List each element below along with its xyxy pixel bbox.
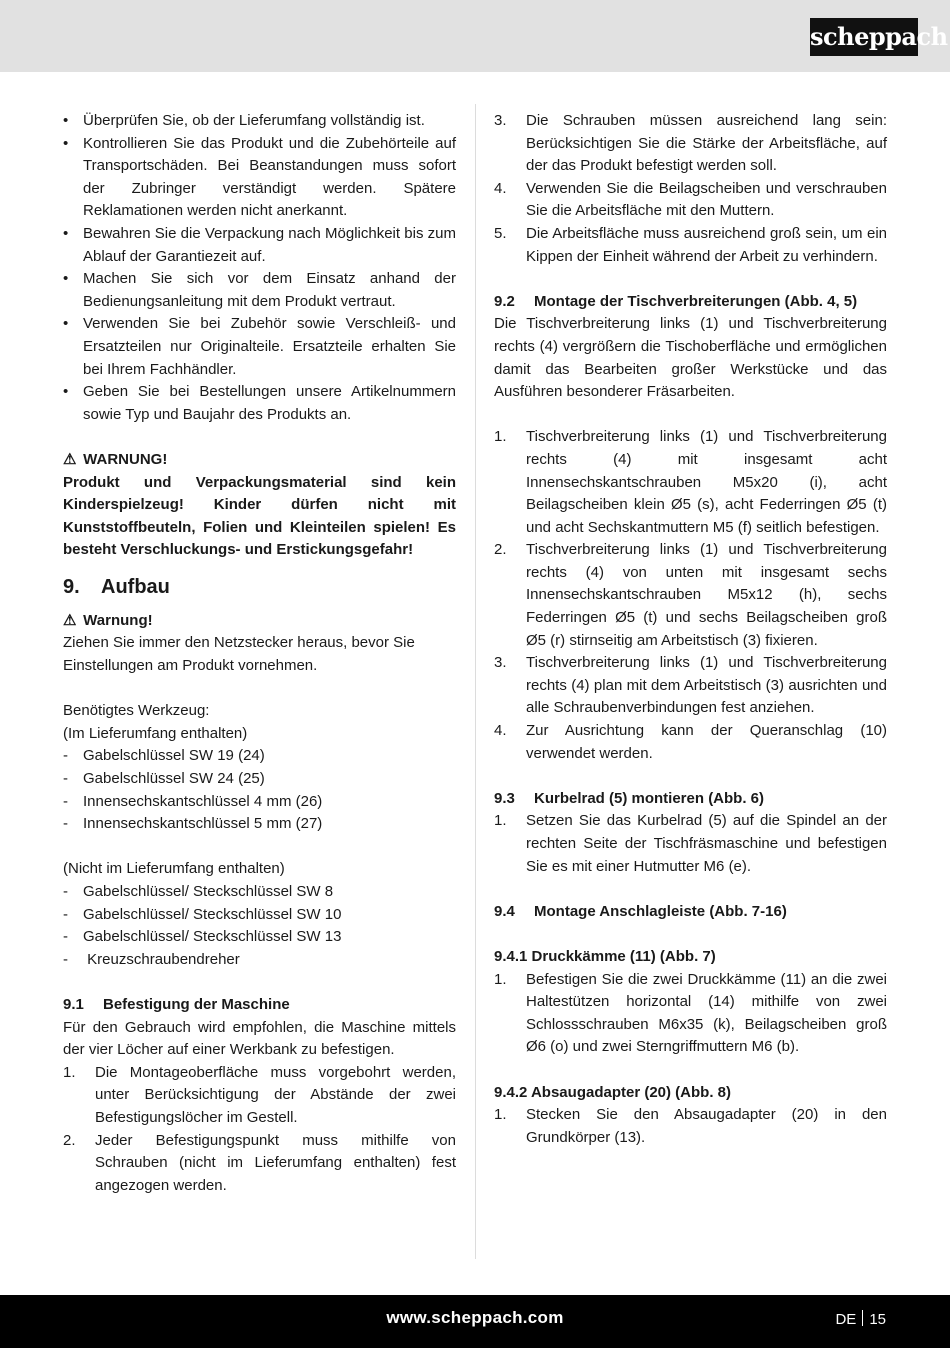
list-item: 5. Die Arbeitsfläche muss ausreichend groß sein, um ein Kippen der Einheit während der Arbeit zu verhindern. xyxy=(494,224,887,265)
list-item: - Innensechskantschlüssel 5 mm (27) xyxy=(63,815,323,833)
tools-heading: Benötigtes Werkzeug: xyxy=(63,702,210,720)
warning-triangle-icon: ⚠ xyxy=(63,450,77,468)
list-item: • Verwenden Sie bei Zubehör sowie Verschleiß- und Ersatzteilen nur Originalteile. Ersatzteile erhalten Sie bei Ihrem Fachhändler. xyxy=(63,315,456,378)
brand-logo: scheppach xyxy=(810,18,918,56)
header-bar xyxy=(0,0,950,72)
subsection-heading: 9.1 Befestigung der Maschine xyxy=(63,995,290,1013)
list-item: - Innensechskantschlüssel 4 mm (26) xyxy=(63,792,323,810)
list-item: • Kontrollieren Sie das Produkt und die Zubehörteile auf Transportschäden. Bei Beanstandungen muss sofort der Zubringer verständigt werden. Spätere Reklamationen werden nicht anerkannt. xyxy=(63,134,456,220)
page-index: 15 xyxy=(869,1311,886,1328)
divider xyxy=(862,1310,863,1326)
list-item: • Überprüfen Sie, ob der Lieferumfang vollständig ist. xyxy=(63,112,425,129)
paragraph: Für den Gebrauch wird empfohlen, die Maschine mittels der vier Löcher auf einer Werkbank zu befestigen. xyxy=(63,1018,456,1059)
list-item: 4. Zur Ausrichtung kann der Queranschlag (10) verwendet werden. xyxy=(494,722,887,762)
footer-bar xyxy=(0,1295,950,1348)
subsection-heading: 9.3 Kurbelrad (5) montieren (Abb. 6) xyxy=(494,789,765,807)
warning-title: ⚠ WARNUNG! xyxy=(63,449,456,472)
list-item: 1. Tischverbreiterung links (1) und Tischverbreiterung rechts (4) mit insgesamt acht Innensechskantschrauben M5x20 (i), acht Beilagscheiben klein Ø5 (s), acht Federringen Ø5 (t) und acht Sechskantmuttern M5 (f) seitlich befestigen. xyxy=(494,428,887,536)
warning-title: ⚠ Warnung! xyxy=(63,610,456,633)
list-item: • Machen Sie sich vor dem Einsatz anhand der Bedienungsanleitung mit dem Produkt vertraut. xyxy=(63,270,456,310)
website-link[interactable]: www.scheppach.com xyxy=(386,1308,564,1327)
subsection-heading: 9.4.1 Druckkämme (11) (Abb. 7) xyxy=(494,947,716,965)
list-item: 4. Verwenden Sie die Beilagscheiben und verschrauben Sie die Arbeitsfläche mit den Muttern. xyxy=(494,179,887,220)
tools-excluded-heading: (Nicht im Lieferumfang enthalten) xyxy=(63,860,285,878)
subsection-heading: 9.4 Montage Anschlagleiste (Abb. 7-16) xyxy=(494,902,787,920)
warning-text: Produkt und Verpackungsmaterial sind kein Kinderspielzeug! Kinder dürfen nicht mit Kunststoffbeuteln, Folien und Kleinteilen spielen! Es besteht Verschluckungs- und Erstickungsgefahr! xyxy=(63,473,456,559)
list-item: - Gabelschlüssel SW 19 (24) xyxy=(63,747,265,765)
list-item: 3. Die Schrauben müssen ausreichend lang sein: Berücksichtigen Sie die Stärke der Arbeitsfläche, auf der das Produkt befestigt werden soll. xyxy=(494,112,887,175)
list-item: - Kreuzschraubendreher xyxy=(63,950,240,968)
list-item: • Geben Sie bei Bestellungen unsere Artikelnummern sowie Typ und Baujahr des Produkts an. xyxy=(63,383,456,423)
list-item: 1. Die Montageoberfläche muss vorgebohrt werden, unter Berücksichtigung der Abstände der zwei Befestigungslöcher im Gestell. xyxy=(63,1063,456,1126)
list-item: 1. Setzen Sie das Kurbelrad (5) auf die Spindel an der rechten Seite der Tischfräsmaschine und befestigen Sie es mit einer Hutmutter M6 (e). xyxy=(494,812,887,875)
paragraph: Die Tischverbreiterung links (1) und Tischverbreiterung rechts (4) vergrößern die Tischoberfläche und ermöglichen damit das Bearbeiten großer Werkstücke und das Ausführen besonderer Fräsarbeiten. xyxy=(494,315,887,401)
right-column xyxy=(494,110,887,1149)
list-item: 1. Befestigen Sie die zwei Druckkämme (11) an die zwei Haltestützen horizontal (14) mithilfe von zwei Schlossschrauben M6x35 (k), Beilagscheiben groß Ø6 (o) und zwei Sterngriffmuttern M6 (b). xyxy=(494,970,887,1056)
list-item: - Gabelschlüssel/ Steckschlüssel SW 8 xyxy=(63,883,334,900)
column-divider xyxy=(475,104,476,1259)
list-item: 3. Tischverbreiterung links (1) und Tischverbreiterung rechts (4) plan mit dem Arbeitstisch (3) ausrichten und alle Schraubenverbindungen fest anziehen. xyxy=(494,654,887,717)
tools-included-heading: (Im Lieferumfang enthalten) xyxy=(63,724,248,742)
subsection-heading: 9.2 Montage der Tischverbreiterungen (Abb. 4, 5) xyxy=(494,292,858,310)
list-item: 2. Tischverbreiterung links (1) und Tischverbreiterung rechts (4) von unten mit insgesamt sechs Innensechskantschrauben M5x12 (h), sechs Federringen Ø5 (t) und sechs Beilagscheiben groß Ø5 (r) stirnseitig am Arbeitstisch (3) fixieren. xyxy=(494,541,887,649)
section-heading: 9. Aufbau xyxy=(63,575,170,598)
warning-text: Ziehen Sie immer den Netzstecker heraus, bevor Sie Einstellungen am Produkt vornehmen. xyxy=(63,634,415,675)
warning-triangle-icon: ⚠ xyxy=(63,611,77,629)
page-number xyxy=(835,1310,886,1328)
list-item: 2. Jeder Befestigungspunkt muss mithilfe von Schrauben (nicht im Lieferumfang enthalten) fest angezogen werden. xyxy=(63,1131,456,1194)
language-code: DE xyxy=(835,1311,857,1328)
left-column xyxy=(63,110,456,1197)
subsection-heading: 9.4.2 Absaugadapter (20) (Abb. 8) xyxy=(494,1083,731,1101)
list-item: 1. Stecken Sie den Absaugadapter (20) in den Grundkörper (13). xyxy=(494,1106,887,1146)
list-item: • Bewahren Sie die Verpackung nach Möglichkeit bis zum Ablauf der Garantiezeit auf. xyxy=(63,224,456,265)
list-item: - Gabelschlüssel/ Steckschlüssel SW 10 xyxy=(63,905,342,923)
list-item: - Gabelschlüssel SW 24 (25) xyxy=(63,770,265,788)
list-item: - Gabelschlüssel/ Steckschlüssel SW 13 xyxy=(63,928,342,946)
